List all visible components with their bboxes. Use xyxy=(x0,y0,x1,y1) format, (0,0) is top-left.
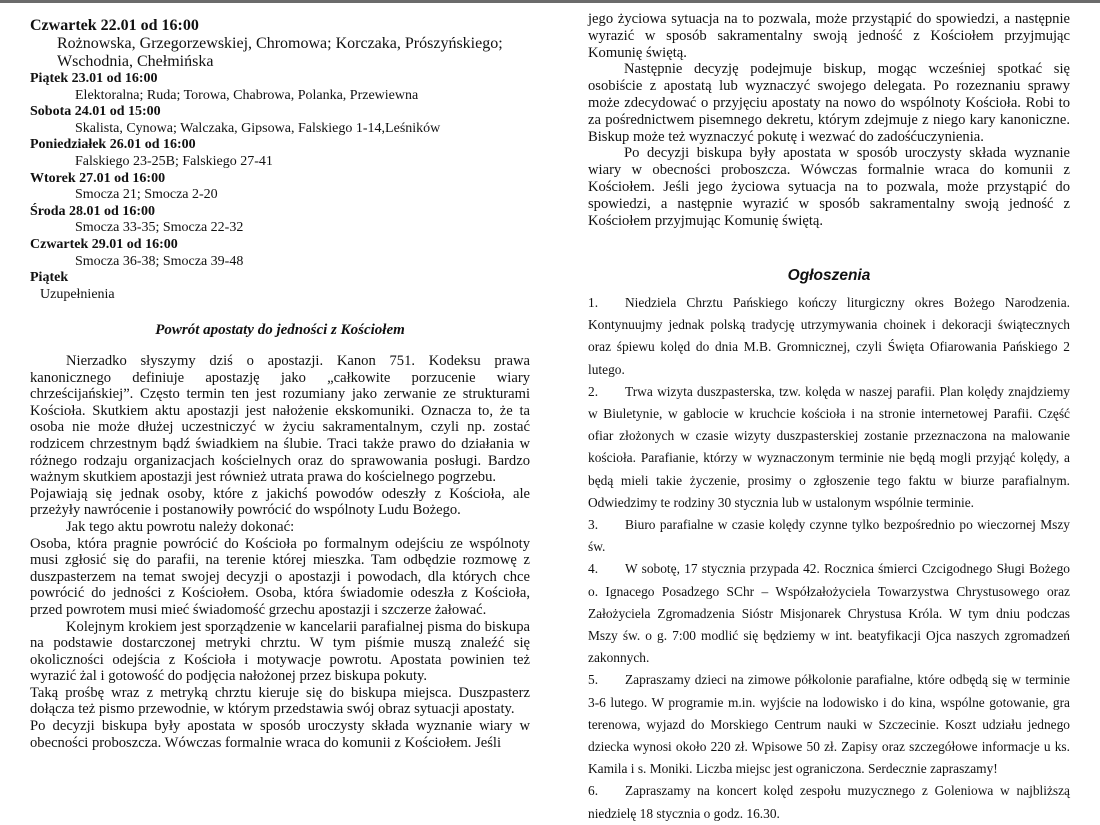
schedule-streets: Rożnowska, Grzegorzewskiej, Chromowa; Korczaka, Prószyńskiego; xyxy=(57,35,503,52)
announcement-text: W sobotę, 17 stycznia przypada 42. Rocznica śmierci Czcigodnego Sługi Bożego o. Ignacego Posadzego SChr – Współzałożyciela Towarzystwa Chrystusowego oraz Założyciela Zgromadzenia Sióstr Misjonarek Chrystusa Króla. W tym dniu podczas Mszy św. o g. 7:00 modlić się będziemy w int. beatyfikacji Ojca naszych zgromadzeń zakonnych. xyxy=(588,561,1070,666)
article-paragraph: Jak tego aktu powrotu należy dokonać: xyxy=(66,518,295,535)
schedule-day: Piątek 23.01 od 16:00 xyxy=(30,71,158,86)
schedule-day: Wtorek 27.01 od 16:00 xyxy=(30,170,166,186)
schedule-day: Czwartek 29.01 od 16:00 xyxy=(30,236,178,252)
schedule-streets: Uzupełnienia xyxy=(40,286,115,302)
announcement-number: 1. xyxy=(588,295,599,310)
schedule-streets: Smocza 36-38; Smocza 39-48 xyxy=(75,253,244,269)
schedule-day: Środa 28.01 od 16:00 xyxy=(30,203,155,219)
announcement-item xyxy=(588,381,1070,514)
announcement-text: Biuro parafialne w czasie kolędy czynne tylko bezpośrednio po wieczornej Mszy św. xyxy=(588,517,1070,555)
announcements-title: Ogłoszenia xyxy=(787,267,871,284)
announcement-number: 4. xyxy=(588,561,599,577)
announcement-number: 6. xyxy=(588,783,599,799)
schedule-day: Sobota 24.01 od 15:00 xyxy=(30,104,161,120)
article-paragraph: Nierzadko słyszymy dziś o apostazji. Kanon 751. Kodeksu prawa kanonicznego definiuje apostazję jako „całkowite porzucenie wiary chrześcijańskiej”. Często termin ten jest rozumiany jako zerwanie ze strukturami Kościoła. Skutkiem aktu apostazji jest nałożenie ekskomuniki. Oznacza to, że ta osoba nie może dłużej uczestniczyć w życiu sakramentalnym, czyli np. zostać rodzicem chrzestnym bądź świadkiem na ślubie. Traci także prawo do działania w różnego rodzaju organizacjach kościelnych oraz do sprawowania posługi. Bardzo ważnym skutkiem apostazji jest również utrata prawa do kościelnego pogrzebu. xyxy=(30,353,530,486)
article-title: Powrót apostaty do jedności z Kościołem xyxy=(155,322,405,338)
announcement-number: 2. xyxy=(588,383,599,399)
schedule-streets: Smocza 33-35; Smocza 22-32 xyxy=(75,220,244,236)
article-body xyxy=(30,353,530,751)
announcement-item xyxy=(588,780,1070,824)
schedule-streets: Falskiego 23-25B; Falskiego 27-41 xyxy=(75,153,273,169)
article-paragraph: jego życiowa sytuacja na to pozwala, może przystąpić do spowiedzi, a następnie wyrazić w sposób sakramentalny swoją jedność z Kościołem przyjmując Komunię świętą. xyxy=(588,11,1070,61)
article-paragraph: Po decyzji biskupa były apostata w sposób uroczysty składa wyznanie wiary w obecności proboszcza. Wówczas formalnie wraca do komunii z Kościołem. Jeśli jego życiowa sytuacja na to pozwala, może przystąpić do spowiedzi, a następnie wyrazić w sposób sakramentalny swoją jedność z Kościołem przyjmując Komunię świętą. xyxy=(588,145,1070,229)
announcement-item xyxy=(588,514,1070,558)
schedule-streets: Smocza 21; Smocza 2-20 xyxy=(75,187,218,203)
announcement-number: 3. xyxy=(588,517,599,533)
article-paragraph: Osoba, która pragnie powrócić do Kościoła po formalnym odejściu ze wspólnoty musi zgłosić się do parafii, na terenie której mieszka. Tam odbędzie rozmowę z duszpasterzem na temat swojej decyzji o apostazji i powodach, dla których chce powrócić do jedności z Kościołem. Osoba, która świadomie odeszła z Kościoła, przed powrotem musi mieć świadomość grzechu apostazji i szczerze żałować. xyxy=(30,535,530,618)
top-border xyxy=(0,0,1100,3)
schedule-day: Poniedziałek 26.01 od 16:00 xyxy=(30,137,196,153)
announcements-list xyxy=(588,292,1070,825)
koleda-schedule xyxy=(30,17,530,303)
announcement-number: 5. xyxy=(588,672,599,688)
announcement-item xyxy=(588,292,1070,381)
article-paragraph: Po decyzji biskupa były apostata w sposób uroczysty składa wyznanie wiary w obecności proboszcza. Wówczas formalnie wraca do komunii z Kościołem. Jeśli xyxy=(30,718,530,751)
schedule-streets: Wschodnia, Chełmińska xyxy=(57,53,214,70)
article-paragraph: Taką prośbę wraz z metryką chrztu kieruje się do biskupa miejsca. Duszpasterz dołącza też pismo przewodnie, w którym przedstawia swój obraz sytuacji apostaty. xyxy=(30,684,530,718)
schedule-streets: Skalista, Cynowa; Walczaka, Gipsowa, Falskiego 1-14,Leśników xyxy=(75,120,441,136)
article-paragraph: Pojawiają się jednak osoby, które z jakichś powodów odeszły z Kościoła, ale przeżyły nawrócenie i postanowiły powrócić do wspólnoty Ludu Bożego. xyxy=(30,485,530,519)
announcement-text: Zapraszamy dzieci na zimowe półkolonie parafialne, które odbędą się w terminie 3-6 lutego. W programie m.in. wyjście na lodowisko i do kina, wspólne gotowanie, gra terenowa, wyjazd do Morskiego Centrum nauki w Szczecinie. Koszt udziału jednego dziecka wynosi około 220 zł. Wpisowe 50 zł. Zapisy oraz szczegółowe informacje u ks. Kamila i s. Moniki. Liczba miejsc jest ograniczona. Serdecznie zapraszamy! xyxy=(588,672,1070,777)
announcement-text: Niedziela Chrztu Pańskiego kończy liturgiczny okres Bożego Narodzenia. Kontynuujmy jednak polską tradycję utrzymywania choinek i dekoracji świątecznych oraz śpiewu kolęd do dnia M.B. Gromnicznej, czyli Święta Ofiarowania Pańskiego 2 lutego. xyxy=(588,295,1070,377)
article-continuation xyxy=(588,11,1070,229)
announcement-item xyxy=(588,669,1070,780)
schedule-streets: Elektoralna; Ruda; Torowa, Chabrowa, Polanka, Przewiewna xyxy=(75,87,419,103)
announcement-text: Zapraszamy na koncert kolęd zespołu muzycznego z Goleniowa w najbliższą niedzielę 18 stycznia o godz. 16.30. xyxy=(588,783,1070,821)
schedule-day: Czwartek 22.01 od 16:00 xyxy=(30,17,199,34)
article-paragraph: Następnie decyzję podejmuje biskup, mogąc wcześniej spotkać się osobiście z apostatą lub wyznaczyć swojego delegata. Po rozeznaniu sprawy może zdecydować o przyjęciu apostaty na nowo do wspólnoty Kościoła. Robi to za pośrednictwem pisemnego dekretu, którym zdejmuje z niego kary kanoniczne. Biskup może też wyznaczyć pokutę i wezwać do zadośćuczynienia. xyxy=(588,61,1070,145)
article-paragraph: Kolejnym krokiem jest sporządzenie w kancelarii parafialnej pisma do biskupa na podstawie dostarczonej metryki chrztu. W tym piśmie muszą znaleźć się okoliczności odejścia z Kościoła i motywacje powrotu. Apostata powinien też wyrazić żal i gotowość do podjęcia nałożonej przez biskupa pokuty. xyxy=(30,618,530,685)
announcement-text: Trwa wizyta duszpasterska, tzw. kolęda w naszej parafii. Plan kolędy znajdziemy w Biuletynie, w gablocie w kruchcie kościoła i na stronie internetowej Parafii. Część ofiar złożonych w czasie wizyty duszpasterskiej zostanie przeznaczona na malowanie kościoła. Parafianie, którzy w wyznaczonym terminie nie będą mogli przyjąć kolędy, a będą mieli takie życzenie, prosimy o zgłoszenie tego faktu w biurze parafialnym. Odwiedzimy te rodziny 30 stycznia lub w ustalonym wspólnie terminie. xyxy=(588,383,1070,510)
schedule-day: Piątek xyxy=(30,270,69,286)
announcement-item xyxy=(588,558,1070,669)
